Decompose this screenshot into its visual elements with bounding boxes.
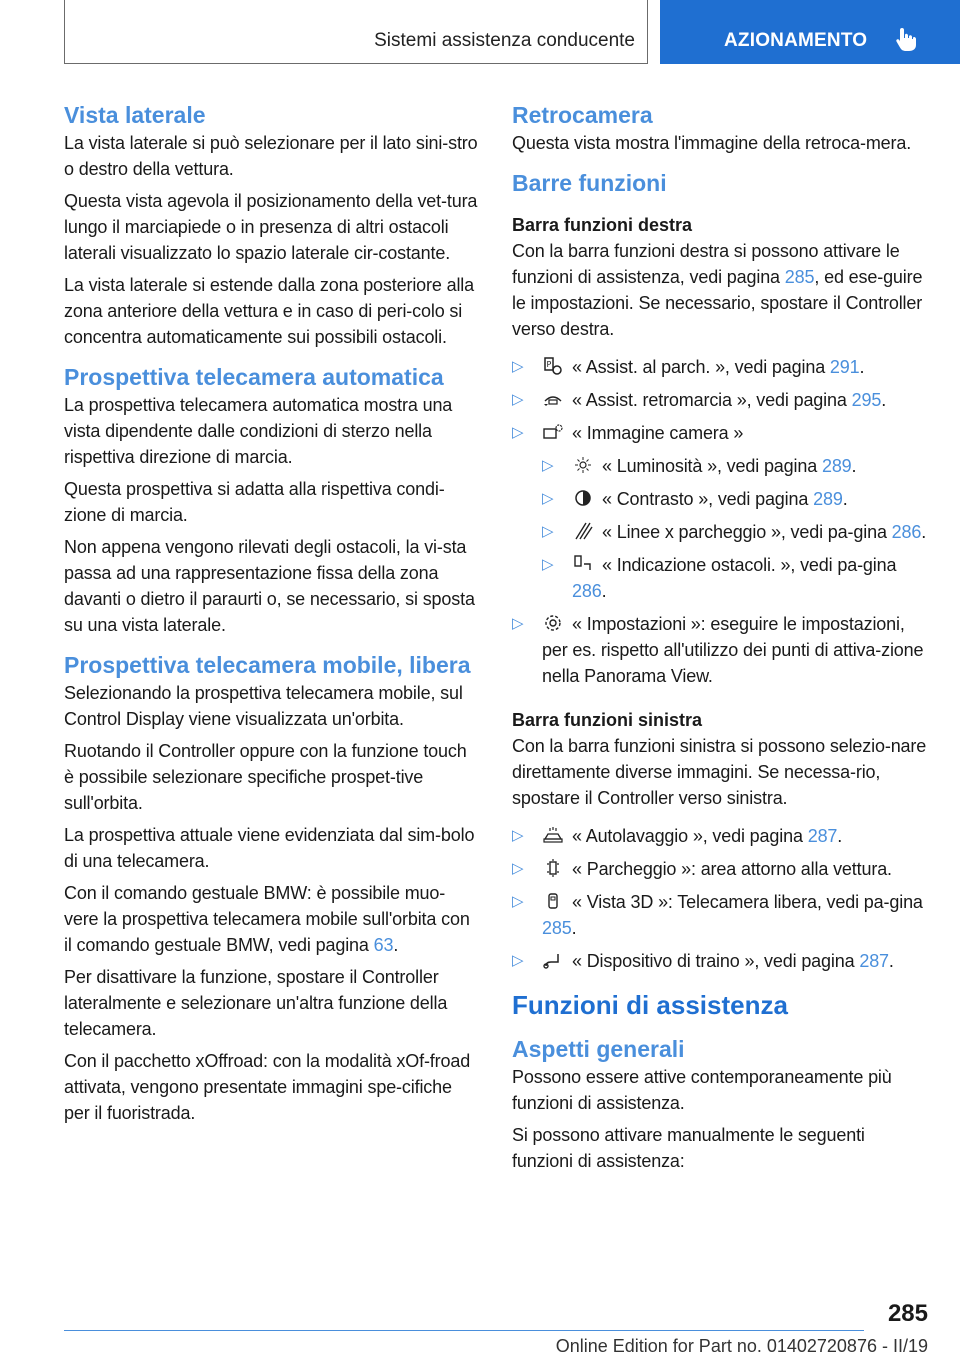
page-link[interactable]: 285 — [542, 918, 572, 938]
bullet-arrow-icon: ▷ — [512, 358, 524, 375]
list-barra-sinistra — [512, 823, 928, 974]
paragraph: Per disattivare la funzione, spostare il Controller lateralmente e selezionare un'altra funzione della telecamera. — [64, 967, 448, 1039]
header-chapter-box — [660, 0, 960, 64]
list-item[interactable] — [512, 354, 928, 380]
list-item-end: . — [571, 918, 577, 938]
settings-gear-icon — [542, 613, 564, 633]
heading-aspetti-generali: Aspetti generali — [512, 1036, 685, 1062]
paragraph: Con la barra funzioni sinistra si possono selezio-nare direttamente diverse immagini. Se necessa-rio, spostare il Controller verso sinistra. — [512, 736, 927, 808]
paragraph: Selezionando la prospettiva telecamera mobile, sul Control Display viene visualizzata un'orbita. — [64, 683, 463, 729]
contrast-icon — [572, 488, 594, 508]
right-column — [512, 100, 928, 1180]
paragraph — [512, 238, 928, 342]
parking-view-icon — [542, 858, 564, 878]
list-item-text: « Vista 3D »: Telecamera libera, vedi pa-gina — [572, 892, 923, 912]
obstacle-marking-icon — [572, 554, 594, 574]
list-item-text: « Assist. retromarcia », vedi pagina — [572, 390, 852, 410]
paragraph-text: Con la barra funzioni destra si possono attivare le funzioni di assistenza, vedi pagina — [512, 241, 900, 287]
heading-funzioni-assistenza: Funzioni di assistenza — [512, 990, 788, 1020]
list-item-end: . — [601, 581, 607, 601]
bullet-arrow-icon: ▷ — [512, 860, 524, 877]
brightness-icon — [572, 455, 594, 475]
heading-prospettiva-automatica: Prospettiva telecamera automatica — [64, 364, 444, 390]
paragraph: Con il pacchetto xOffroad: con la modalità xOf-froad attivata, vengono presentate immagini spe-cifiche per il fuoristrada. — [64, 1051, 471, 1123]
header-chapter-title: AZIONAMENTO — [724, 30, 868, 51]
list-item-text: « Dispositivo di traino », vedi pagina — [572, 951, 860, 971]
page-link[interactable]: 289 — [813, 489, 843, 509]
page-link[interactable]: 285 — [784, 267, 815, 287]
list-item[interactable] — [512, 856, 928, 882]
paragraph: La vista laterale si estende dalla zona posteriore alla zona anteriore della vettura e in caso di peri-colo si concentra automaticamente sui possibili ostacoli. — [64, 275, 475, 347]
list-item-text: « Luminosità », vedi pagina — [602, 456, 822, 476]
footer-edition: Online Edition for Part no. 01402720876 - II/19 — [555, 1336, 928, 1356]
page-number: 285 — [887, 1300, 928, 1327]
paragraph: Questa prospettiva si adatta alla rispettiva condi-zione di marcia. — [64, 479, 445, 525]
list-item[interactable] — [512, 387, 928, 413]
list-item-impostazioni[interactable] — [512, 611, 928, 689]
paragraph: Possono essere attive contemporaneamente più funzioni di assistenza. — [512, 1067, 892, 1113]
paragraph: Questa vista mostra l'immagine della retroca-mera. — [512, 133, 912, 153]
header-section-box — [64, 0, 648, 64]
heading-prospettiva-mobile: Prospettiva telecamera mobile, libera — [64, 652, 471, 678]
bullet-arrow-icon: ▷ — [512, 615, 524, 632]
paragraph: La vista laterale si può selezionare per il lato sini-stro o destro della vettura. — [64, 133, 478, 179]
page-link[interactable]: 289 — [821, 456, 852, 476]
paragraph-text: Con il comando gestuale BMW: è possibile muo-vere la prospettiva telecamera mobile sull'orbita con il comando gestuale BMW, vedi pagina — [64, 883, 470, 955]
list-item[interactable] — [542, 519, 928, 545]
page-link[interactable]: 286 — [891, 522, 922, 542]
parking-assist-icon — [542, 356, 564, 376]
paragraph-end: . — [393, 935, 399, 955]
page-link[interactable]: 287 — [807, 826, 838, 846]
list-item-end: . — [842, 489, 848, 509]
paragraph: La prospettiva telecamera automatica mostra una vista dipendente dalle condizioni di sterzo nella rispettiva direzione di marcia. — [64, 395, 453, 467]
list-item-text: « Immagine camera » — [572, 423, 744, 443]
list-item-end: . — [888, 951, 894, 971]
list-item[interactable] — [512, 889, 928, 941]
header-section-title: Sistemi assistenza conducente — [374, 30, 635, 51]
heading-vista-laterale: Vista laterale — [64, 102, 206, 128]
heading-barre-funzioni: Barre funzioni — [512, 170, 667, 196]
page-link[interactable]: 286 — [572, 581, 602, 601]
list-item[interactable] — [512, 823, 928, 849]
list-item-text: « Assist. al parch. », vedi pagina — [572, 357, 830, 377]
subheading-barra-sinistra: Barra funzioni sinistra — [512, 710, 703, 730]
bullet-arrow-icon: ▷ — [512, 424, 524, 441]
parking-lines-icon — [572, 521, 594, 541]
list-item[interactable] — [512, 948, 928, 974]
left-column — [64, 100, 478, 1132]
list-item[interactable] — [542, 552, 928, 604]
bullet-arrow-icon: ▷ — [512, 391, 524, 408]
bullet-arrow-icon: ▷ — [512, 952, 524, 969]
list-item-end: . — [881, 390, 887, 410]
paragraph: Si possono attivare manualmente le seguenti funzioni di assistenza: — [512, 1125, 865, 1171]
paragraph: Ruotando il Controller oppure con la funzione touch è possibile selezionare specifiche prospet-tive sull'orbita. — [64, 741, 467, 813]
list-item-end: . — [851, 456, 857, 476]
list-item-text: « Autolavaggio », vedi pagina — [572, 826, 808, 846]
reversing-assist-icon — [542, 389, 564, 409]
list-item-end: . — [859, 357, 865, 377]
camera-settings-icon — [542, 422, 564, 442]
list-item-text: « Contrasto », vedi pagina — [602, 489, 814, 509]
bullet-arrow-icon: ▷ — [542, 523, 554, 540]
list-barra-destra — [512, 354, 928, 446]
list-item[interactable] — [542, 486, 928, 512]
list-item-end: . — [837, 826, 843, 846]
list-item-end: . — [921, 522, 927, 542]
paragraph: Non appena vengono rilevati degli ostacoli, la vi-sta passa ad una rappresentazione fissa della zona davanti o dietro il paraurti o, se necessario, si sposta su una vista laterale. — [64, 537, 475, 635]
footer-divider — [64, 1330, 864, 1331]
list-immagine-camera — [512, 453, 928, 604]
view-3d-icon — [542, 891, 564, 911]
bullet-arrow-icon: ▷ — [542, 556, 554, 573]
subheading-barra-destra: Barra funzioni destra — [512, 215, 693, 235]
bullet-arrow-icon: ▷ — [512, 893, 524, 910]
hand-pointer-icon — [894, 26, 918, 52]
bullet-arrow-icon: ▷ — [542, 457, 554, 474]
list-item-text: « Parcheggio »: area attorno alla vettura. — [572, 859, 892, 879]
paragraph: La prospettiva attuale viene evidenziata dal sim-bolo di una telecamera. — [64, 825, 475, 871]
svg-text:P: P — [546, 360, 552, 369]
paragraph: Questa vista agevola il posizionamento della vet-tura lungo il marciapiede o in presenza di altri ostacoli laterali visualizzato lo spazio laterale cir-costante. — [64, 191, 478, 263]
list-item-text: « Linee x parcheggio », vedi pa-gina — [602, 522, 892, 542]
list-item-text: « Indicazione ostacoli. », vedi pa-gina — [602, 555, 897, 575]
page-link[interactable]: 291 — [829, 357, 860, 377]
page-link[interactable]: 295 — [851, 390, 882, 410]
bullet-arrow-icon: ▷ — [542, 490, 554, 507]
car-wash-icon — [542, 825, 564, 845]
paragraph-text: , ed ese-guire le impostazioni. Se necessario, spostare il Controller verso destra. — [512, 267, 923, 339]
paragraph — [64, 880, 478, 958]
list-item[interactable] — [512, 420, 928, 446]
bullet-arrow-icon: ▷ — [512, 827, 524, 844]
heading-retrocamera: Retrocamera — [512, 102, 653, 128]
page-link[interactable]: 63 — [373, 935, 394, 955]
page-link[interactable]: 287 — [859, 951, 889, 971]
trailer-hitch-icon — [542, 950, 564, 970]
list-item-text: « Impostazioni »: eseguire le impostazioni, per es. rispetto all'utilizzo dei punti di attiva-zione nella Panorama View. — [542, 614, 924, 686]
list-item[interactable] — [542, 453, 928, 479]
